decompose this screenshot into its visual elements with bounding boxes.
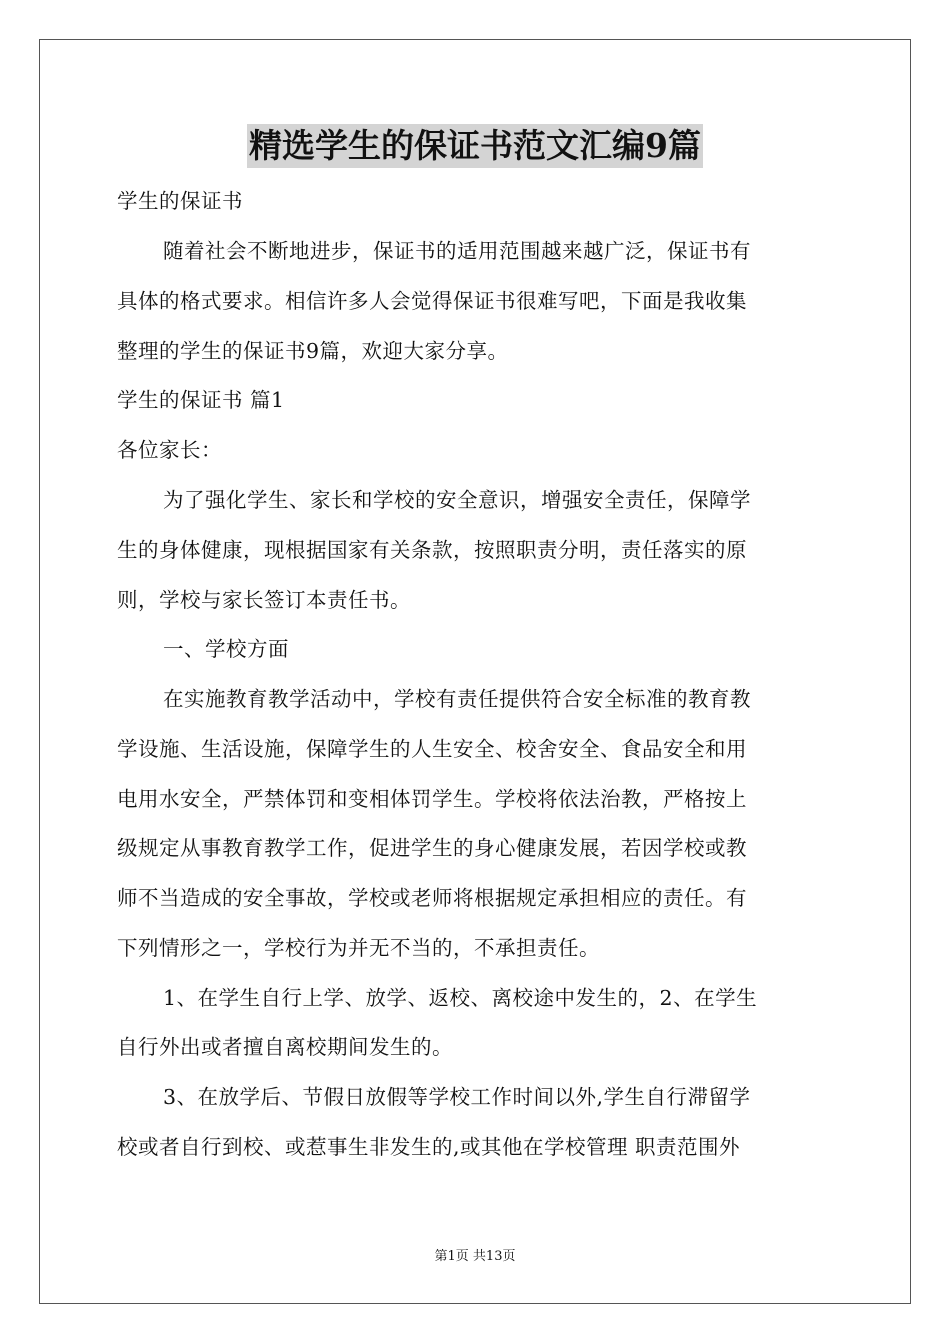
text-line: 具体的格式要求。相信许多人会觉得保证书很难写吧，下面是我收集 xyxy=(117,289,747,313)
page-footer: 第1页 共13页 xyxy=(434,1249,516,1264)
text-line: 在实施教育教学活动中，学校有责任提供符合安全标准的教育教 xyxy=(163,687,751,711)
text-line: 随着社会不断地进步，保证书的适用范围越来越广泛，保证书有 xyxy=(163,239,751,263)
text-line: 则，学校与家长签订本责任书。 xyxy=(117,588,411,612)
text-line: 整理的学生的保证书9篇，欢迎大家分享。 xyxy=(117,339,509,363)
text-line: 为了强化学生、家长和学校的安全意识，增强安全责任，保障学 xyxy=(163,488,751,512)
text-line: 电用水安全，严禁体罚和变相体罚学生。学校将依法治教，严格按上 xyxy=(117,787,747,811)
text-line: 校或者自行到校、或惹事生非发生的,或其他在学校管理 职责范围外 xyxy=(117,1135,741,1159)
text-line: 生的身体健康，现根据国家有关条款，按照职责分明，责任落实的原 xyxy=(117,538,747,562)
text-line: 自行外出或者擅自离校期间发生的。 xyxy=(117,1035,453,1059)
text-line: 学生的保证书 xyxy=(117,189,243,213)
page-border xyxy=(39,39,911,1304)
text-line: 学生的保证书 篇1 xyxy=(117,388,285,412)
text-line: 1、在学生自行上学、放学、返校、离校途中发生的，2、在学生 xyxy=(163,986,758,1010)
title-container xyxy=(0,124,950,168)
text-line: 学设施、生活设施，保障学生的人生安全、校舍安全、食品安全和用 xyxy=(117,737,747,761)
text-line: 下列情形之一，学校行为并无不当的，不承担责任。 xyxy=(117,936,600,960)
text-line: 级规定从事教育教学工作，促进学生的身心健康发展，若因学校或教 xyxy=(117,836,747,860)
document-title: 精选学生的保证书范文汇编9篇 xyxy=(247,124,703,168)
text-line: 一、学校方面 xyxy=(163,637,289,661)
text-line: 3、在放学后、节假日放假等学校工作时间以外,学生自行滞留学 xyxy=(163,1085,751,1109)
text-line: 各位家长： xyxy=(117,438,222,462)
text-line: 师不当造成的安全事故，学校或老师将根据规定承担相应的责任。有 xyxy=(117,886,747,910)
